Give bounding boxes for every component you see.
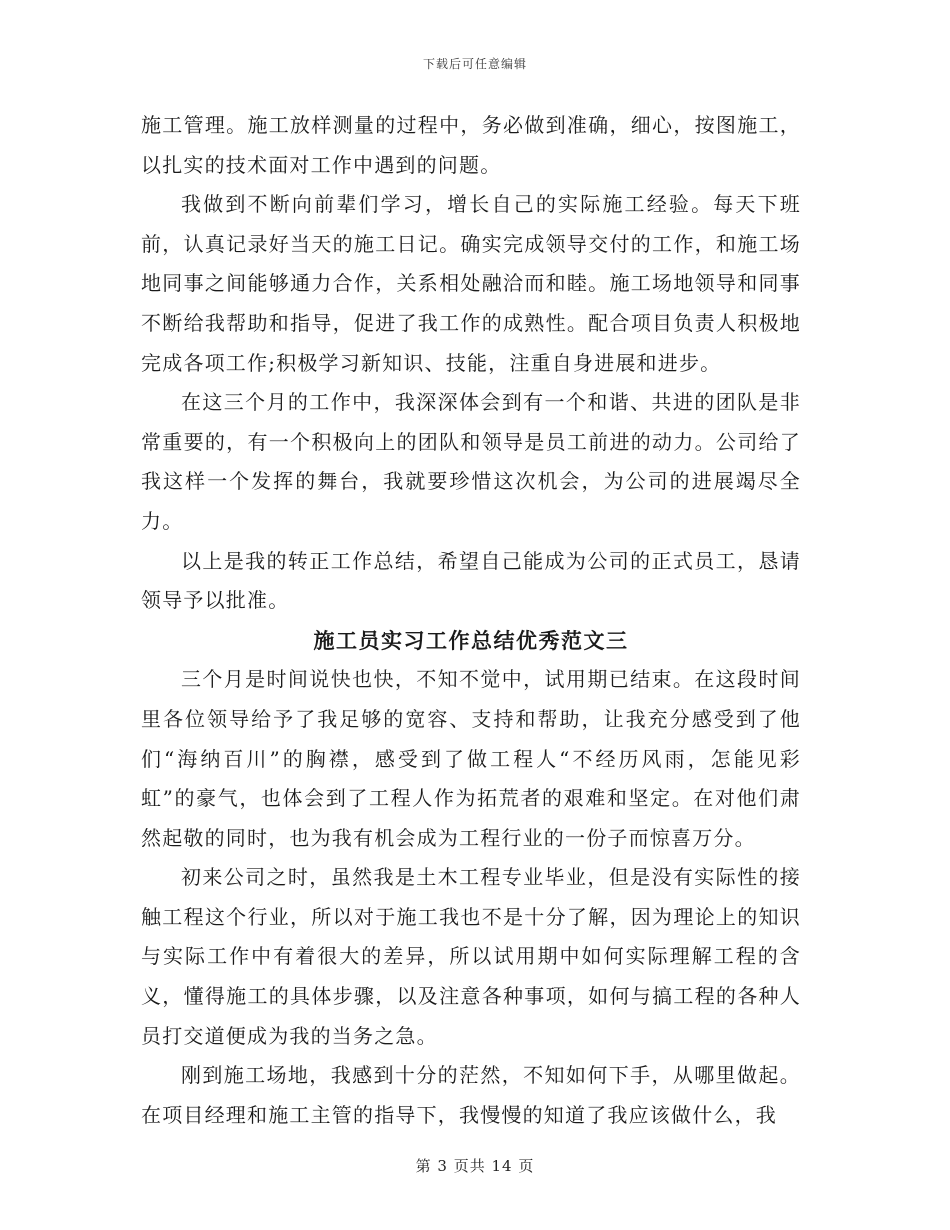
paragraph: 刚到施工场地，我感到十分的茫然，不知如何下手，从哪里做起。在项目经理和施工主管的指导下，我慢慢的知道了我应该做什么，我 (141, 1063, 801, 1127)
page-footer: 第 3 页共 14 页 (415, 1157, 535, 1175)
section-title: 施工员实习工作总结优秀范文三 (313, 627, 629, 653)
page-header: 下载后可任意编辑 (422, 57, 527, 71)
paragraph-continued: 施工管理。施工放样测量的过程中，务必做到准确，细心，按图施工，以扎实的技术面对工作中遇到的问题。 (141, 113, 801, 177)
paragraph: 以上是我的转正工作总结，希望自己能成为公司的正式员工，恳请领导予以批准。 (141, 548, 801, 613)
document-body (141, 106, 801, 1135)
paragraph: 三个月是时间说快也快，不知不觉中，试用期已结束。在这段时间里各位领导给予了我足够的宽容、支持和帮助，让我充分感受到了他们“海纳百川”的胸襟，感受到了做工程人“不经历风雨，怎能见彩虹”的豪气，也体会到了工程人作为拓荒者的艰难和坚定。在对他们肃然起敬的同时，也为我有机会成为工程行业的一份子而惊喜万分。 (141, 667, 801, 850)
paragraph: 在这三个月的工作中，我深深体会到有一个和谐、共进的团队是非常重要的，有一个积极向上的团队和领导是员工前进的动力。公司给了我这样一个发挥的舞台，我就要珍惜这次机会，为公司的进展竭尽全力。 (141, 390, 801, 533)
paragraph: 我做到不断向前辈们学习，增长自己的实际施工经验。每天下班前，认真记录好当天的施工日记。确实完成领导交付的工作，和施工场地同事之间能够通力合作，关系相处融洽而和睦。施工场地领导和同事不断给我帮助和指导，促进了我工作的成熟性。配合项目负责人积极地完成各项工作;积极学习新知识、技能，注重自身进展和进步。 (141, 192, 801, 375)
paragraph: 初来公司之时，虽然我是土木工程专业毕业，但是没有实际性的接触工程这个行业，所以对于施工我也不是十分了解，因为理论上的知识与实际工作中有着很大的差异，所以试用期中如何实际理解工程的含义，懂得施工的具体步骤，以及注意各种事项，如何与搞工程的各种人员打交道便成为我的当务之急。 (141, 865, 801, 1048)
